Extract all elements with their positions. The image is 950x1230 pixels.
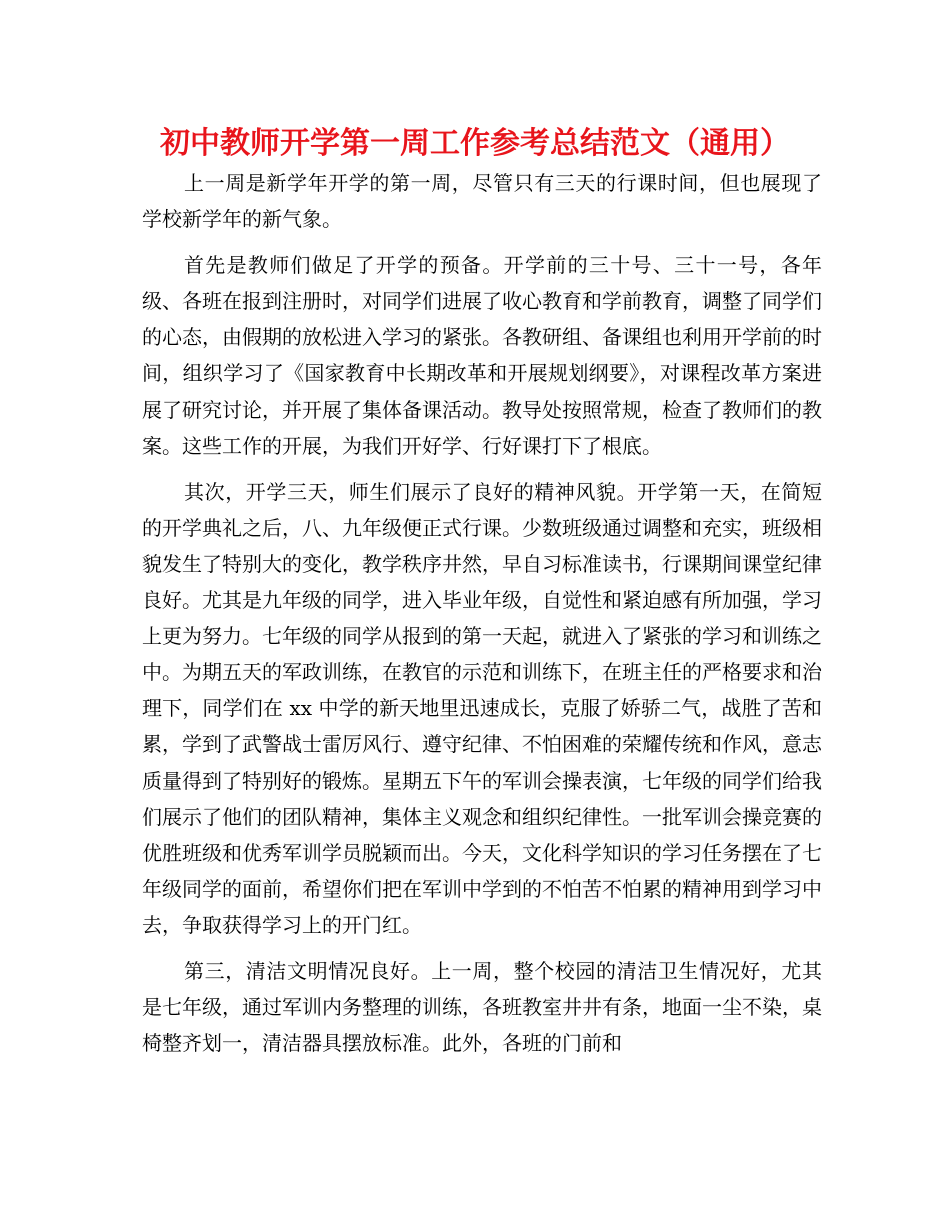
- paragraph-4: 第三，清洁文明情况良好。上一周，整个校园的清洁卫生情况好，尤其是七年级，通过军训内务整理的训练，各班教室井井有条，地面一尘不染，桌椅整齐划一，清洁器具摆放标准。此外，各班的门前和: [142, 958, 822, 1056]
- paragraph-3: 其次，开学三天，师生们展示了良好的精神风貌。开学第一天，在简短的开学典礼之后，八、九年级便正式行课。少数班级通过调整和充实，班级相貌发生了特别大的变化，教学秩序井然，早自习标准读书，行课期间课堂纪律良好。尤其是九年级的同学，进入毕业年级，自觉性和紧迫感有所加强，学习上更为努力。七年级的同学从报到的第一天起，就进入了紧张的学习和训练之中。为期五天的军政训练，在教官的示范和训练下，在班主任的严格要求和治理下，同学们在 xx 中学的新天地里迅速成长，克服了娇骄二气，战胜了苦和累，学到了武警战士雷厉风行、遵守纪律、不怕困难的荣耀传统和作风，意志质量得到了特别好的锻炼。星期五下午的军训会操表演，七年级的同学们给我们展示了他们的团队精神，集体主义观念和组织纪律性。一批军训会操竞赛的优胜班级和优秀军训学员脱颖而出。今天，文化科学知识的学习任务摆在了七年级同学的面前，希望你们把在军训中学到的不怕苦不怕累的精神用到学习中去，争取获得学习上的开门红。: [142, 479, 822, 937]
- document-title: 初中教师开学第一周工作参考总结范文（通用）: [160, 126, 790, 161]
- paragraph-1: 上一周是新学年开学的第一周，尽管只有三天的行课时间，但也展现了学校新学年的新气象。: [142, 171, 822, 232]
- document-body: [142, 165, 822, 1071]
- paragraph-2: 首先是教师们做足了开学的预备。开学前的三十号、三十一号，各年级、各班在报到注册时，对同学们进展了收心教育和学前教育，调整了同学们的心态，由假期的放松进入学习的紧张。各教研组、备课组也利用开学前的时间，组织学习了《国家教育中长期改革和开展规划纲要》，对课程改革方案进展了研究讨论，并开展了集体备课活动。教导处按照常规，检查了教师们的教案。这些工作的开展，为我们开好学、行好课打下了根底。: [142, 253, 822, 458]
